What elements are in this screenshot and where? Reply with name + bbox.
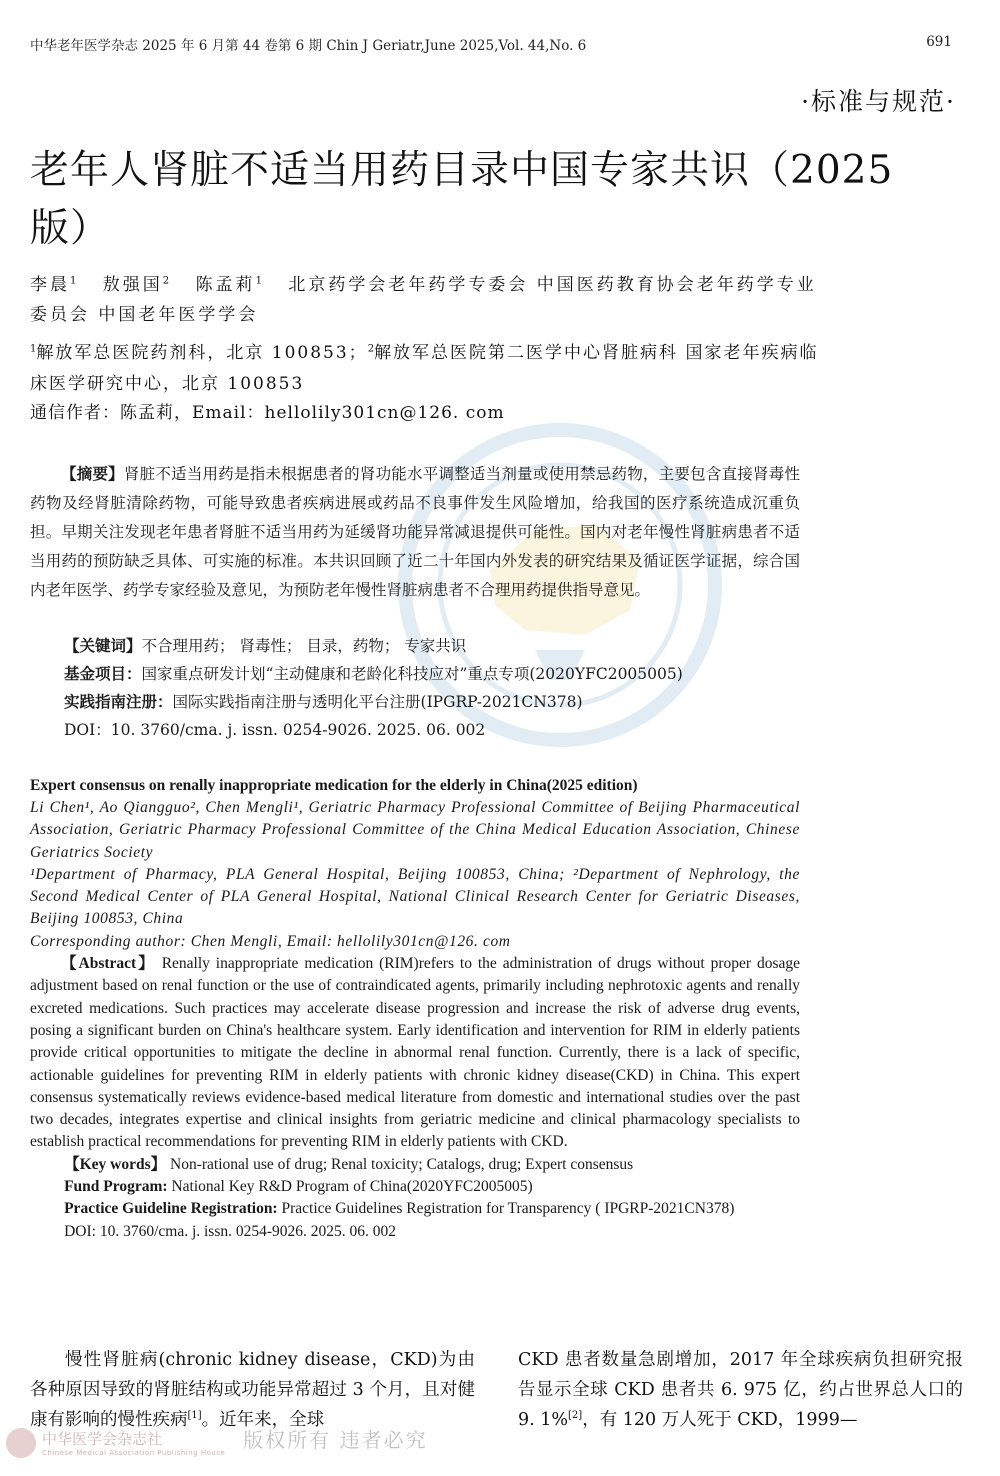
running-head: 中华老年医学杂志 2025 年 6 月第 44 卷第 6 期 Chin J Geriatr,June 2025,Vol. 44,No. 6 [30, 38, 587, 54]
english-abstract-block [30, 775, 800, 1243]
affiliation: $^1$解放军总医院药剂科，北京 100853；$^2$解放军总医院第二医学中心肾脏病科 国家老年疾病临床医学研究中心，北京 100853 [30, 343, 819, 394]
english-registration: Practice Guideline Registration: Practice Guidelines Registration for Transparency ( IPGRP-2021CN378) [64, 1200, 735, 1218]
english-abstract: 【Abstract】 Renally inappropriate medication (RIM)refers to the administration of drugs without proper dosage adjustment based on renal function or the use of contraindicated agents, primarily including nephrotoxic agents and renally excreted medications. Such practices may accelerate disease progression and increase the risk of adverse drug events, posing a significant burden on China's healthcare system. Early identification and intervention for RIM in elderly patients provide critical opportunities to mitigate the decline in abnormal renal function. Currently, there is a lack of specific, actionable guidelines for preventing RIM in elderly patients with chronic kidney disease(CKD) in China. This expert consensus systematically reviews evidence-based medical literature from domestic and international studies over the past two decades, integrates expertise and clinical insights from geriatric medicine and clinical pharmacology specialists to establish practical recommendations for preventing RIM in elderly patients with CKD. [30, 955, 800, 1151]
page-number: 691 [926, 34, 952, 50]
citation-ref[interactable]: [1] [187, 1410, 202, 1422]
author-name: 李晨$^1$ [30, 275, 77, 295]
abstract-cn: 【摘要】肾脏不适当用药是指未根据患者的肾功能水平调整适当剂量或使用禁忌药物，主要包含直接肾毒性药物及经肾脏清除药物，可能导致患者疾病进展或药品不良事件发生风险增加，给我国的医疗系统造成沉重负担。早期关注发现老年患者肾脏不适当用药为延缓肾功能异常减退提供可能性。国内对老年慢性肾脏病患者不适当用药的预防缺乏具体、可实施的标准。本共识回顾了近二十年国内外发表的研究结果及循证医学证据，综合国内老年医学、药学专家经验及意见，为预防老年慢性肾脏病患者不合理用药提供指导意见。 [30, 465, 800, 599]
section-tag: ·标准与规范· [801, 87, 956, 116]
fund-cn: 基金项目：国家重点研发计划“主动健康和老龄化科技应对”重点专项(2020YFC2005005) [64, 665, 683, 683]
english-doi: DOI: 10. 3760/cma. j. issn. 0254-9026. 2025. 06. 002 [64, 1222, 397, 1240]
doi-cn: DOI：10. 3760/cma. j. issn. 0254-9026. 2025. 06. 002 [64, 721, 486, 739]
keywords-cn: 【关键词】不合理用药； 肾毒性； 目录，药物； 专家共识 [64, 637, 467, 655]
author-groups: 北京药学会老年药学专委会 中国医药教育协会老年药学专业委员会 中国老年医学学会 [30, 275, 817, 325]
english-keywords: 【Key words】 Non-rational use of drug; Renal toxicity; Catalogs, drug; Expert consensus [64, 1155, 634, 1173]
body-text-left: 慢性肾脏病(chronic kidney disease，CKD)为由各种原因导致的肾脏结构或功能异常超过 3 个月，且对健康有影响的慢性疾病[1]。近年来，全球 [30, 1350, 475, 1430]
body-text-right: CKD 患者数量急剧增加，2017 年全球疾病负担研究报告显示全球 CKD 患者共 6. 975 亿，约占世界总人口的 9. 1%[2]，有 120 万人死于 CKD，1999— [518, 1350, 963, 1430]
publisher-logo-icon [6, 1428, 36, 1458]
registration-cn: 实践指南注册：国际实践指南注册与透明化平台注册(IPGRP-2021CN378) [64, 693, 583, 711]
english-affiliation: ¹Department of Pharmacy, PLA General Hospital, Beijing 100853, China; ²Department of Nephrology, the Second Medical Center of PLA General Hospital, National Clinical Research Center for Geriatric Diseases, Beijing 100853, China [30, 865, 800, 928]
publisher-watermark: 中华医学会杂志社 Chinese Medical Association Publishing House 版权所有 违者必究 [6, 1424, 428, 1458]
article-title: 老年人肾脏不适当用药目录中国专家共识（2025 版） [30, 148, 894, 251]
author-name: 敖强国$^2$ [102, 275, 170, 295]
english-fund: Fund Program: National Key R&D Program of China(2020YFC2005005) [64, 1178, 533, 1196]
author-name: 陈孟莉$^1$ [195, 275, 262, 295]
corresponding-author: 通信作者：陈孟莉，Email：hellolily301cn@126. com [30, 403, 505, 423]
citation-ref[interactable]: [2] [568, 1410, 583, 1422]
english-title: Expert consensus on renally inappropriate medication for the elderly in China(2025 edition) [30, 777, 638, 794]
english-authors: Li Chen¹, Ao Qiangguo², Chen Mengli¹, Geriatric Pharmacy Professional Committee of Beijing Pharmaceutical Association, Geriatric Pharmacy Professional Committee of the China Medical Education Association, Chinese Geriatrics Society [30, 799, 800, 861]
english-corresponding-author: Corresponding author: Chen Mengli, Email: hellolily301cn@126. com [30, 932, 511, 950]
author-list [30, 270, 820, 330]
